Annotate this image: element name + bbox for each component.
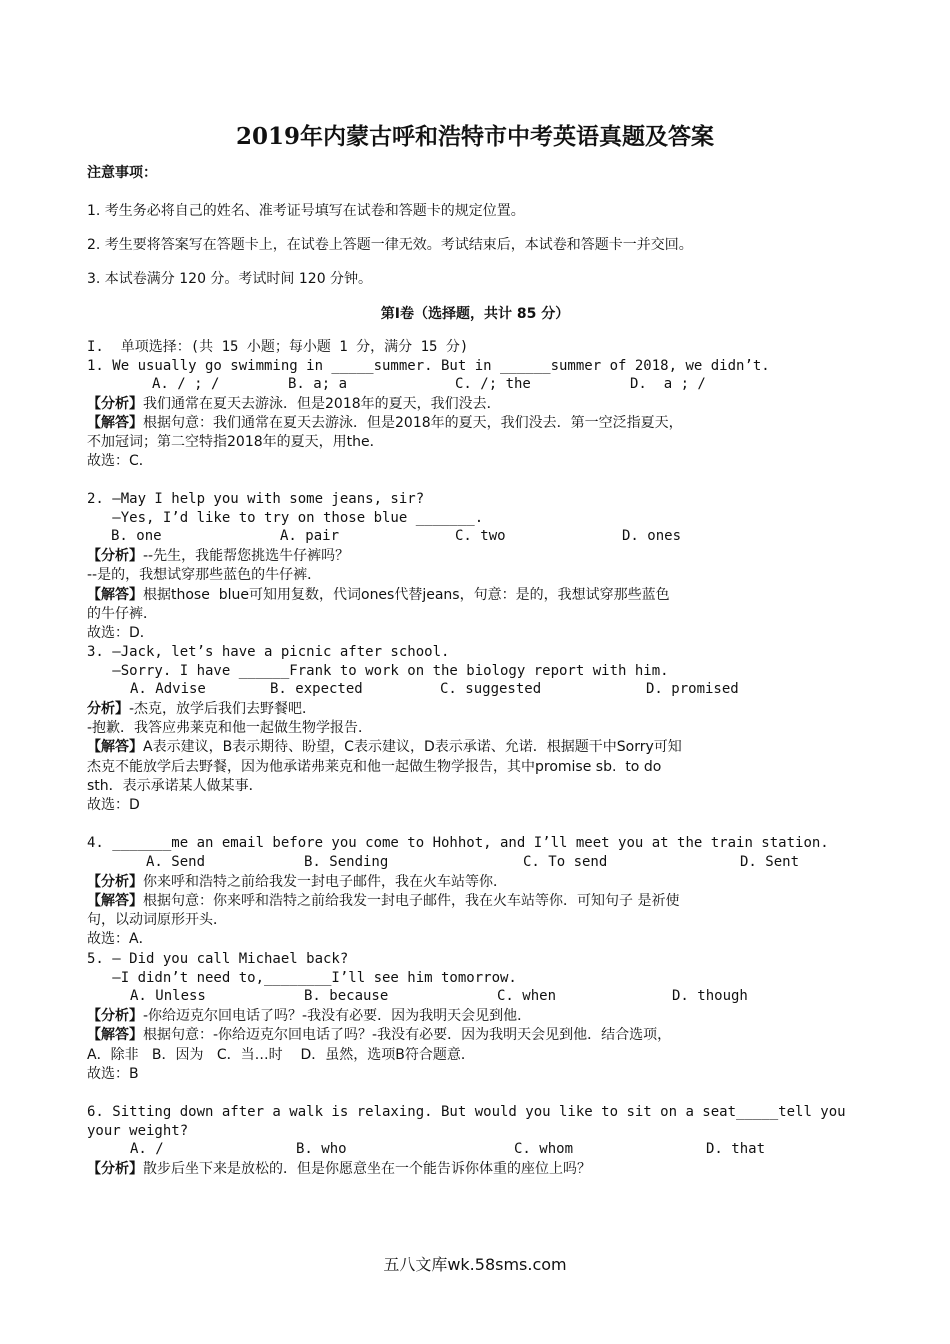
q1-analysis: 【分析】我们通常在夏天去游泳．但是2018年的夏天，我们没去． bbox=[87, 396, 501, 412]
question-6-stem-cont: your weight? bbox=[87, 1123, 189, 1139]
notice-heading: 注意事项： bbox=[87, 165, 157, 181]
q3-option-d: D. promised bbox=[646, 681, 739, 697]
q2-option-a: A. pair bbox=[280, 528, 340, 544]
q2-analysis-cont: --是的，我想试穿那些蓝色的牛仔裤． bbox=[87, 567, 322, 583]
q6-option-a: A. / bbox=[130, 1141, 164, 1157]
q3-answer-cont: 杰克不能放学后去野餐，因为他承诺弗莱克和他一起做生物学报告，其中promise sb. to do bbox=[87, 759, 662, 775]
q4-analysis: 【分析】你来呼和浩特之前给我发一封电子邮件，我在火车站等你． bbox=[87, 874, 507, 890]
q2-option-c: C. two bbox=[455, 528, 506, 544]
q2-answer: 【解答】根据those blue可知用复数，代词ones代替jeans，句意：是的，我想试穿那些蓝色 bbox=[87, 587, 670, 603]
analysis-tag: 【分析】 bbox=[87, 548, 143, 564]
footer-watermark: 五八文库wk.58sms.com bbox=[383, 1255, 567, 1274]
question-6-stem: 6. Sitting down after a walk is relaxing. But would you like to sit on a seat_____tell you bbox=[87, 1104, 846, 1120]
q5-option-b: B. because bbox=[304, 988, 389, 1004]
answer-tag: 【解答】 bbox=[87, 587, 143, 603]
q4-option-d: D. Sent bbox=[740, 854, 800, 870]
question-2-stem: 2. —May I help you with some jeans, sir? bbox=[87, 491, 425, 507]
question-5-stem: 5. — Did you call Michael back? bbox=[87, 951, 349, 967]
answer-tag: 【解答】 bbox=[87, 1027, 143, 1043]
q4-option-a: A. Send bbox=[146, 854, 206, 870]
answer-tag: 【解答】 bbox=[87, 739, 143, 755]
q3-analysis-cont: -抱歉．我答应弗莱克和他一起做生物学报告． bbox=[87, 720, 373, 736]
analysis-tag: 【分析】 bbox=[87, 396, 143, 412]
q3-option-b: B. expected bbox=[270, 681, 363, 697]
analysis-tag: 【分析】 bbox=[87, 1161, 143, 1177]
q2-option-b: B. one bbox=[111, 528, 162, 544]
q1-option-c: C. /; the bbox=[455, 376, 531, 392]
notice-item: 2. 考生要将答案写在答题卡上，在试卷上答题一律无效。考试结束后，本试卷和答题卡一并交回。 bbox=[87, 237, 693, 253]
q4-answer: 【解答】根据句意：你来呼和浩特之前给我发一封电子邮件，我在火车站等你．可知句子 是祈使 bbox=[87, 893, 680, 909]
question-2-stem-cont: —Yes, I’d like to try on those blue _______. bbox=[87, 510, 484, 526]
q4-option-b: B. Sending bbox=[304, 854, 389, 870]
analysis-tag: 【分析】 bbox=[87, 874, 143, 890]
q5-choice: 故选：B bbox=[87, 1066, 139, 1082]
q5-option-a: A. Unless bbox=[130, 988, 206, 1004]
q1-option-b: B. a; a bbox=[288, 376, 348, 392]
q1-option-a: A. / ; / bbox=[152, 376, 220, 392]
answer-tag: 【解答】 bbox=[87, 415, 143, 431]
q4-answer-cont: 句，以动词原形开头． bbox=[87, 912, 227, 928]
q2-analysis: 【分析】--先生，我能帮您挑选牛仔裤吗？ bbox=[87, 548, 350, 564]
analysis-tag: 【分析】 bbox=[87, 1008, 143, 1024]
q5-option-c: C. when bbox=[497, 988, 557, 1004]
q1-choice: 故选：C． bbox=[87, 453, 153, 469]
q5-option-d: D. though bbox=[672, 988, 748, 1004]
q5-answer: 【解答】根据句意：-你给迈克尔回电话了吗？-我没有必要．因为我明天会见到他．结合选项， bbox=[87, 1027, 672, 1043]
q4-choice: 故选：A． bbox=[87, 931, 153, 947]
q2-choice: 故选：D． bbox=[87, 625, 154, 641]
part-instruction: I. 单项选择：(共 15 小题；每小题 1 分，满分 15 分) bbox=[87, 339, 469, 355]
q5-answer-cont: A．除非 B．因为 C．当…时 D．虽然，选项B符合题意． bbox=[87, 1047, 475, 1063]
answer-tag: 【解答】 bbox=[87, 893, 143, 909]
q4-option-c: C. To send bbox=[523, 854, 608, 870]
q6-option-b: B. who bbox=[296, 1141, 347, 1157]
question-5-stem-cont: —I didn’t need to,________I’ll see him tomorrow. bbox=[87, 970, 517, 986]
q3-choice: 故选：D bbox=[87, 797, 140, 813]
question-4-stem: 4. _______me an email before you come to Hohhot, and I’ll meet you at the train station. bbox=[87, 835, 829, 851]
q1-answer-cont: 不加冠词；第二空特指2018年的夏天，用the． bbox=[87, 434, 384, 450]
q3-analysis: 分析】-杰克，放学后我们去野餐吧． bbox=[87, 701, 317, 717]
notice-item: 1. 考生务必将自己的姓名、准考证号填写在试卷和答题卡的规定位置。 bbox=[87, 203, 525, 219]
q3-option-c: C. suggested bbox=[440, 681, 542, 697]
q5-analysis: 【分析】-你给迈克尔回电话了吗？-我没有必要．因为我明天会见到他． bbox=[87, 1008, 532, 1024]
notice-item: 3. 本试卷满分 120 分。考试时间 120 分钟。 bbox=[87, 271, 373, 287]
question-1-stem: 1. We usually go swimming in _____summer. But in ______summer of 2018, we didn’t. bbox=[87, 358, 770, 374]
q6-option-d: D. that bbox=[706, 1141, 766, 1157]
q3-answer: 【解答】A表示建议，B表示期待、盼望，C表示建议，D表示承诺、允诺．根据题干中Sorry可知 bbox=[87, 739, 682, 755]
analysis-tag: 分析】 bbox=[87, 701, 129, 717]
q3-option-a: A. Advise bbox=[130, 681, 206, 697]
q3-answer-cont2: sth．表示承诺某人做某事． bbox=[87, 778, 263, 794]
q2-option-d: D. ones bbox=[622, 528, 682, 544]
q6-analysis: 【分析】散步后坐下来是放松的．但是你愿意坐在一个能告诉你体重的座位上吗？ bbox=[87, 1161, 591, 1177]
q2-answer-cont: 的牛仔裤． bbox=[87, 606, 157, 622]
q6-option-c: C. whom bbox=[514, 1141, 574, 1157]
section-heading: 第Ⅰ卷（选择题，共计 85 分） bbox=[380, 306, 570, 322]
q1-option-d: D. a ; / bbox=[630, 376, 706, 392]
question-3-stem-cont: —Sorry. I have ______Frank to work on the biology report with him. bbox=[87, 663, 669, 679]
question-3-stem: 3. —Jack, let’s have a picnic after school. bbox=[87, 644, 450, 660]
page-title: 2019年内蒙古呼和浩特市中考英语真题及答案 bbox=[235, 123, 714, 150]
q1-answer: 【解答】根据句意：我们通常在夏天去游泳．但是2018年的夏天，我们没去．第一空泛指夏天， bbox=[87, 415, 683, 431]
